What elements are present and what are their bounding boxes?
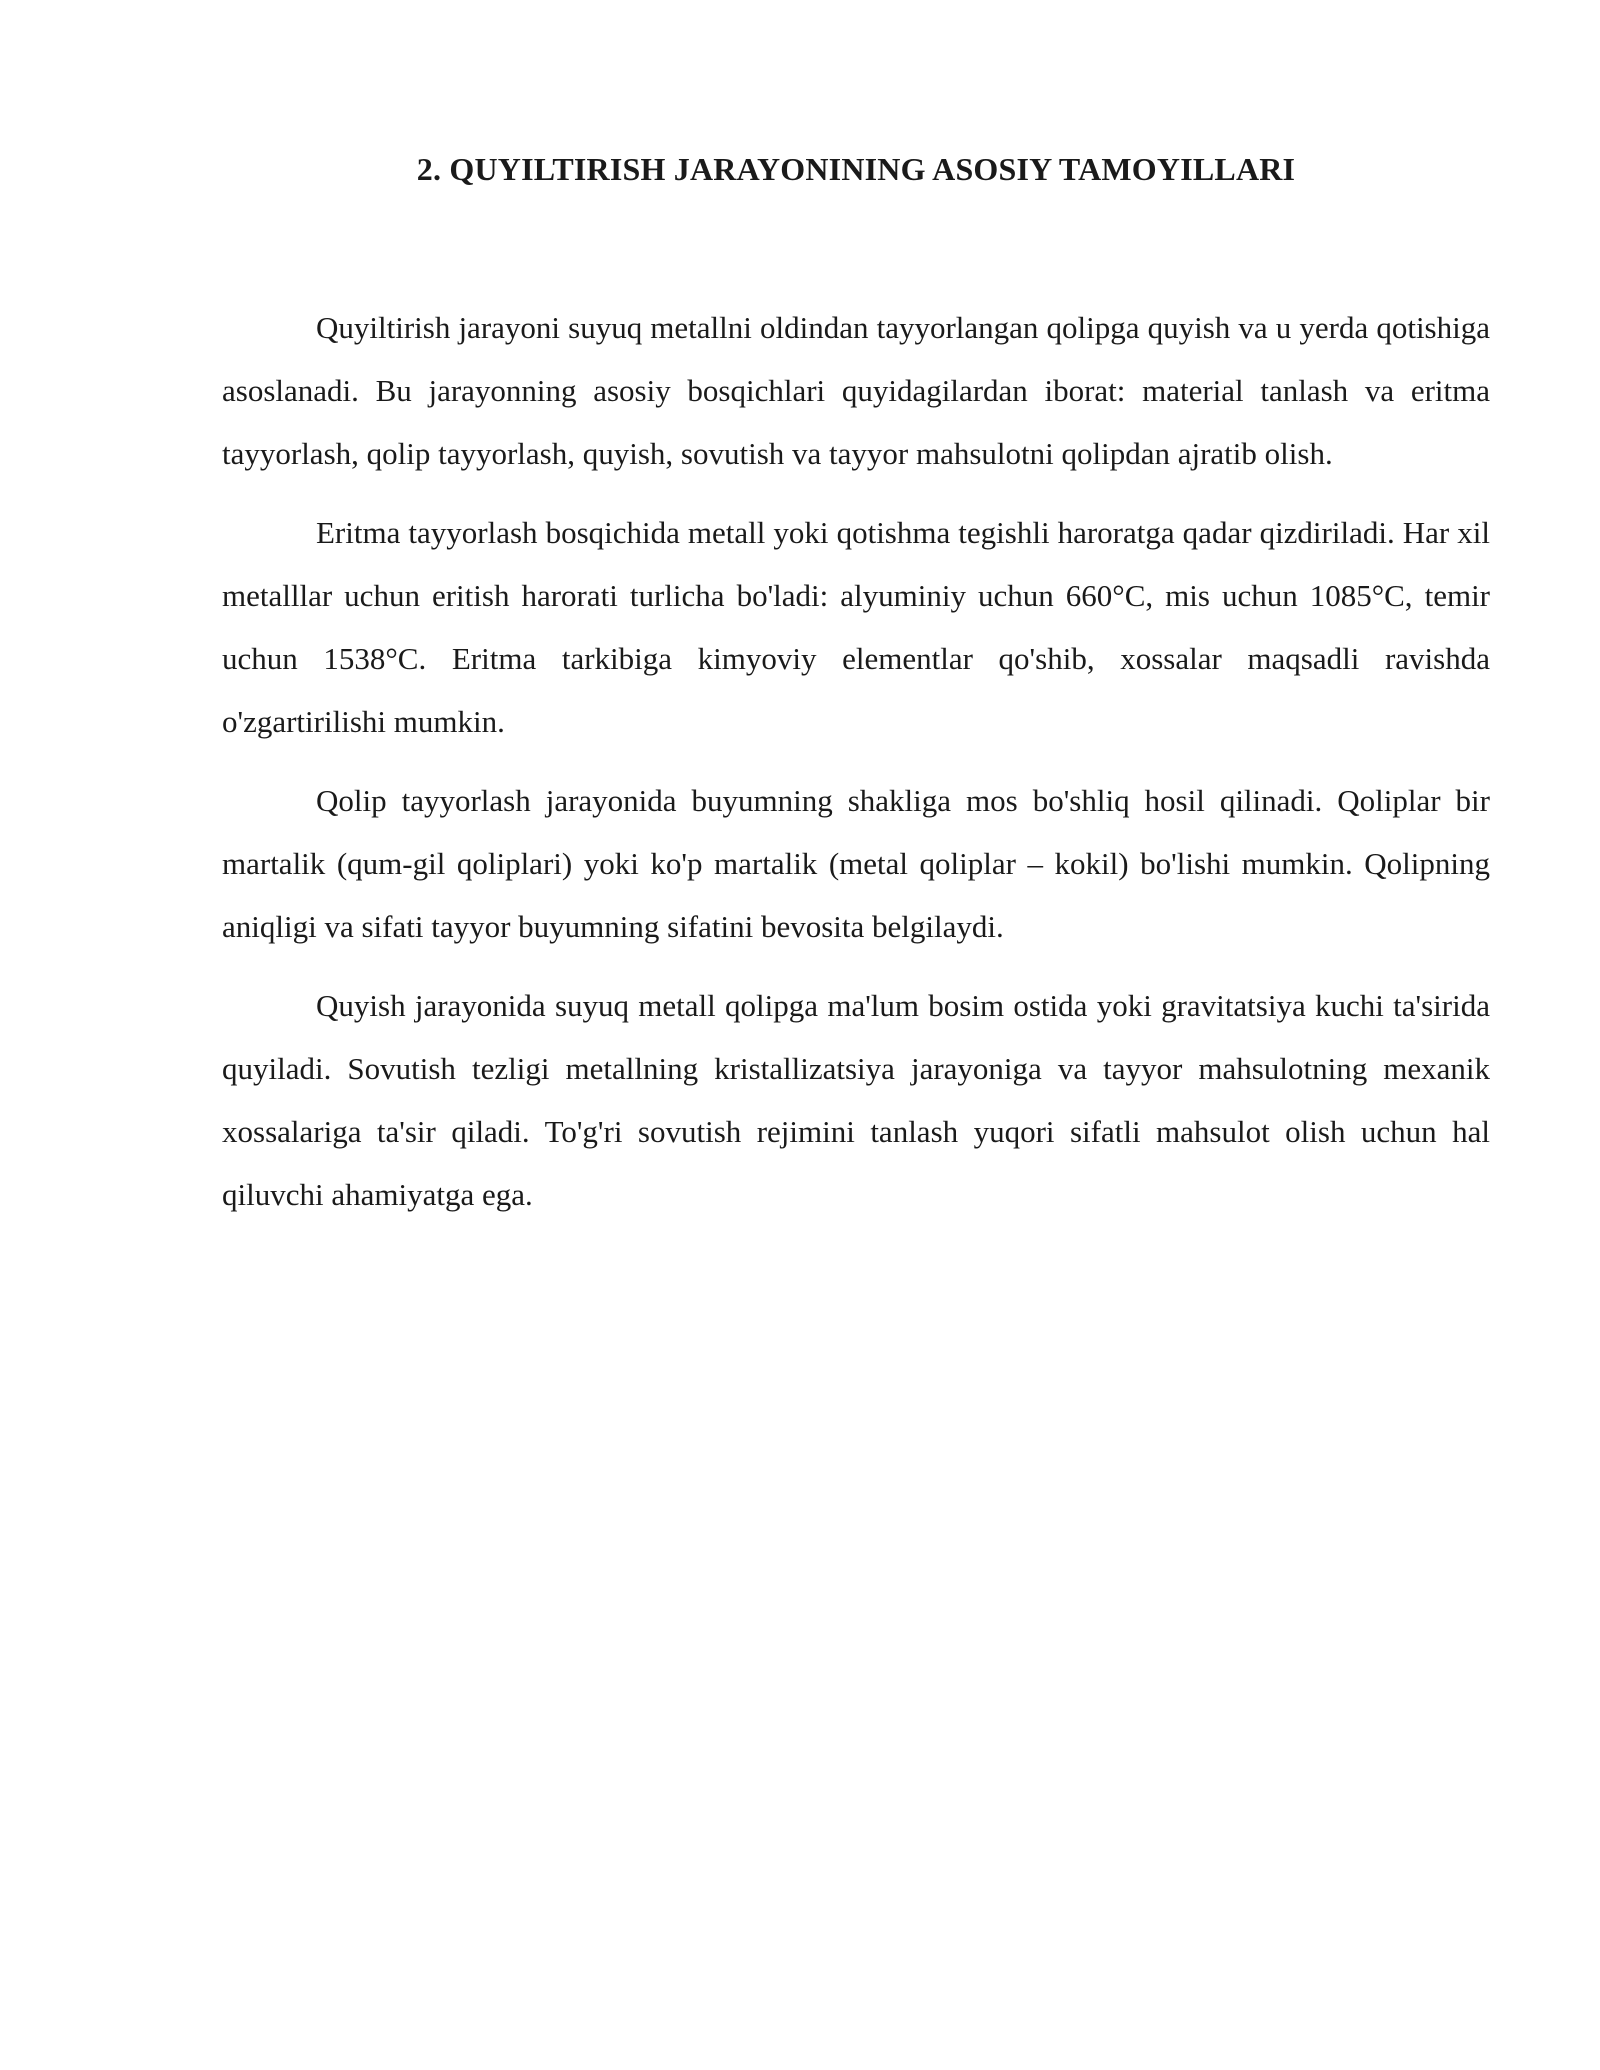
paragraph-melt-preparation: Eritma tayyorlash bosqichida metall yoki qotishma tegishli haroratga qadar qizdiriladi. Har xil metalllar uchun eritish harorati turlicha bo'ladi: alyuminiy uchun 660°C, mis uchun 1085°C, temir uchun 1538°C. Eritma tarkibiga kimyoviy elementlar qo'shib, xossalar maqsadli ravishda o'zgartirilishi mumkin. bbox=[222, 515, 1490, 739]
body-text bbox=[222, 296, 1490, 1242]
paragraph-casting-overview: Quyiltirish jarayoni suyuq metallni oldindan tayyorlangan qolipga quyish va u yerda qotishiga asoslanadi. Bu jarayonning asosiy bosqichlari quyidagilardan iborat: material tanlash va eritma tayyorlash, qolip tayyorlash, quyish, sovutish va tayyor mahsulotni qolipdan ajratib olish. bbox=[222, 310, 1490, 471]
section-heading: 2. QUYILTIRISH JARAYONINING ASOSIY TAMOYILLARI bbox=[416, 151, 1296, 187]
paragraph-pouring-cooling: Quyish jarayonida suyuq metall qolipga ma'lum bosim ostida yoki gravitatsiya kuchi ta'sirida quyiladi. Sovutish tezligi metallning kristallizatsiya jarayoniga va tayyor mahsulotning mexanik xossalariga ta'sir qiladi. To'g'ri sovutish rejimini tanlash yuqori sifatli mahsulot olish uchun hal qiluvchi ahamiyatga ega. bbox=[222, 988, 1490, 1212]
paragraph-mold-preparation: Qolip tayyorlash jarayonida buyumning shakliga mos bo'shliq hosil qilinadi. Qoliplar bir martalik (qum-gil qoliplari) yoki ko'p martalik (metal qoliplar – kokil) bo'lishi mumkin. Qolipning aniqligi va sifati tayyor buyumning sifatini bevosita belgilaydi. bbox=[222, 783, 1490, 944]
